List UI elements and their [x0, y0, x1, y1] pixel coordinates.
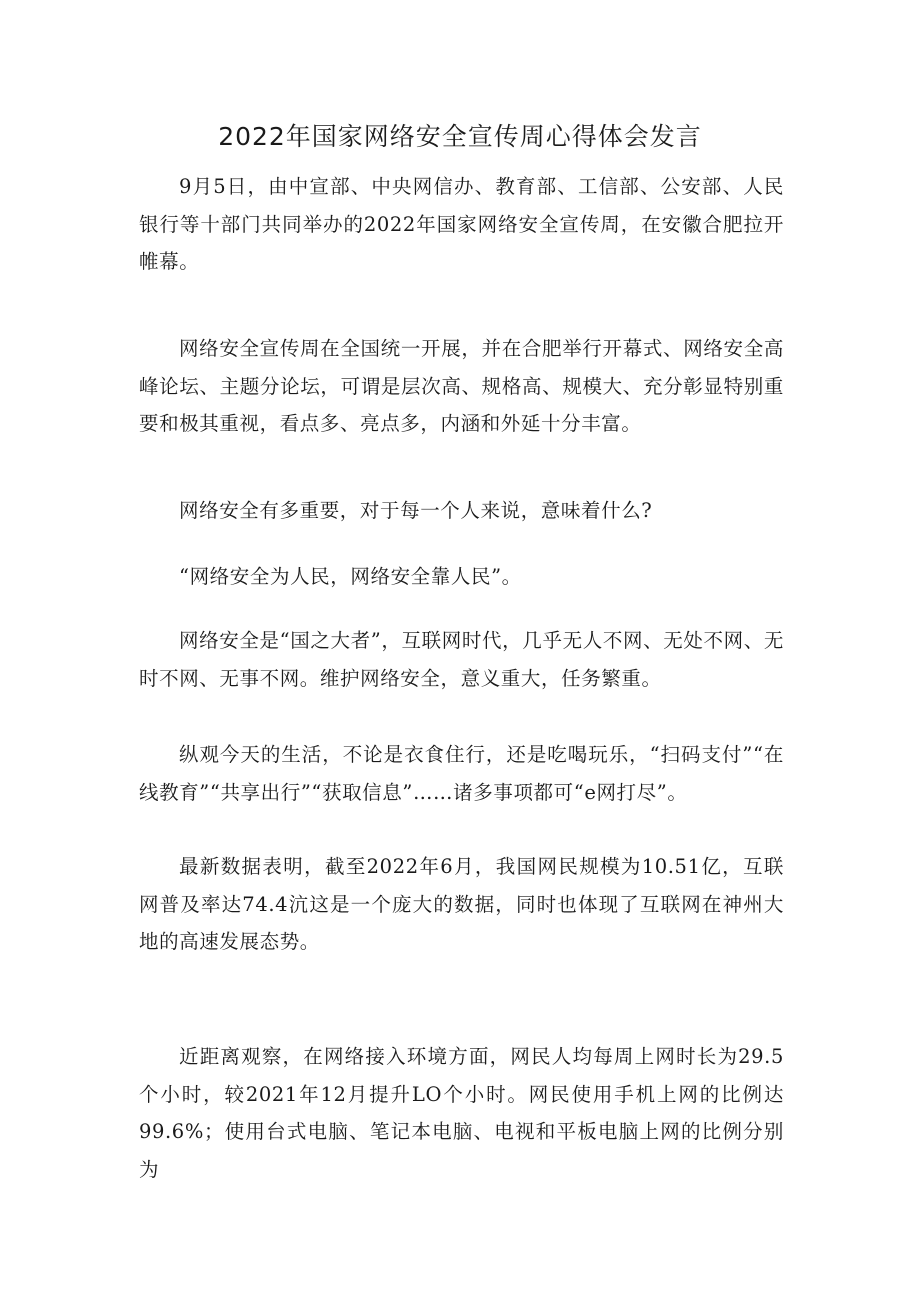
paragraph-7: 最新数据表明，截至2022年6月，我国网民规模为10.51亿，互联网普及率达74.4沆这是一个庞大的数据，同时也体现了互联网在神州大地的高速发展态势。 [139, 855, 784, 953]
paragraph-1: 9月5日，由中宣部、中央网信办、教育部、工信部、公安部、人民银行等十部门共同举办的2022年国家网络安全宣传周，在安徽合肥拉开帷幕。 [139, 175, 784, 273]
paragraph-8: 近距离观察，在网络接入环境方面，网民人均每周上网时长为29.5个小时，较2021年12月提升LO个小时。网民使用手机上网的比例达99.6%；使用台式电脑、笔记本电脑、电视和平板电脑上网的比例分别为 [139, 1045, 784, 1181]
document-title: 2022年国家网络安全宣传周心得体会发言 [218, 122, 702, 151]
paragraph-5: 网络安全是“国之大者”，互联网时代，几乎无人不网、无处不网、无时不网、无事不网。维护网络安全，意义重大，任务繁重。 [139, 629, 784, 690]
paragraph-2: 网络安全宣传周在全国统一开展，并在合肥举行开幕式、网络安全高峰论坛、主题分论坛，可谓是层次高、规格高、规模大、充分彰显特别重要和极其重视，看点多、亮点多，内涵和外延十分丰富。 [139, 337, 784, 435]
paragraph-6: 纵观今天的生活，不论是衣食住行，还是吃喝玩乐，“扫码支付”“在线教育”“共享出行”“获取信息”……诸多事项都可“e网打尽”。 [139, 743, 784, 804]
paragraph-3: 网络安全有多重要，对于每一个人来说，意味着什么? [179, 499, 653, 522]
paragraph-4: “网络安全为人民，网络安全靠人民”。 [179, 565, 522, 588]
